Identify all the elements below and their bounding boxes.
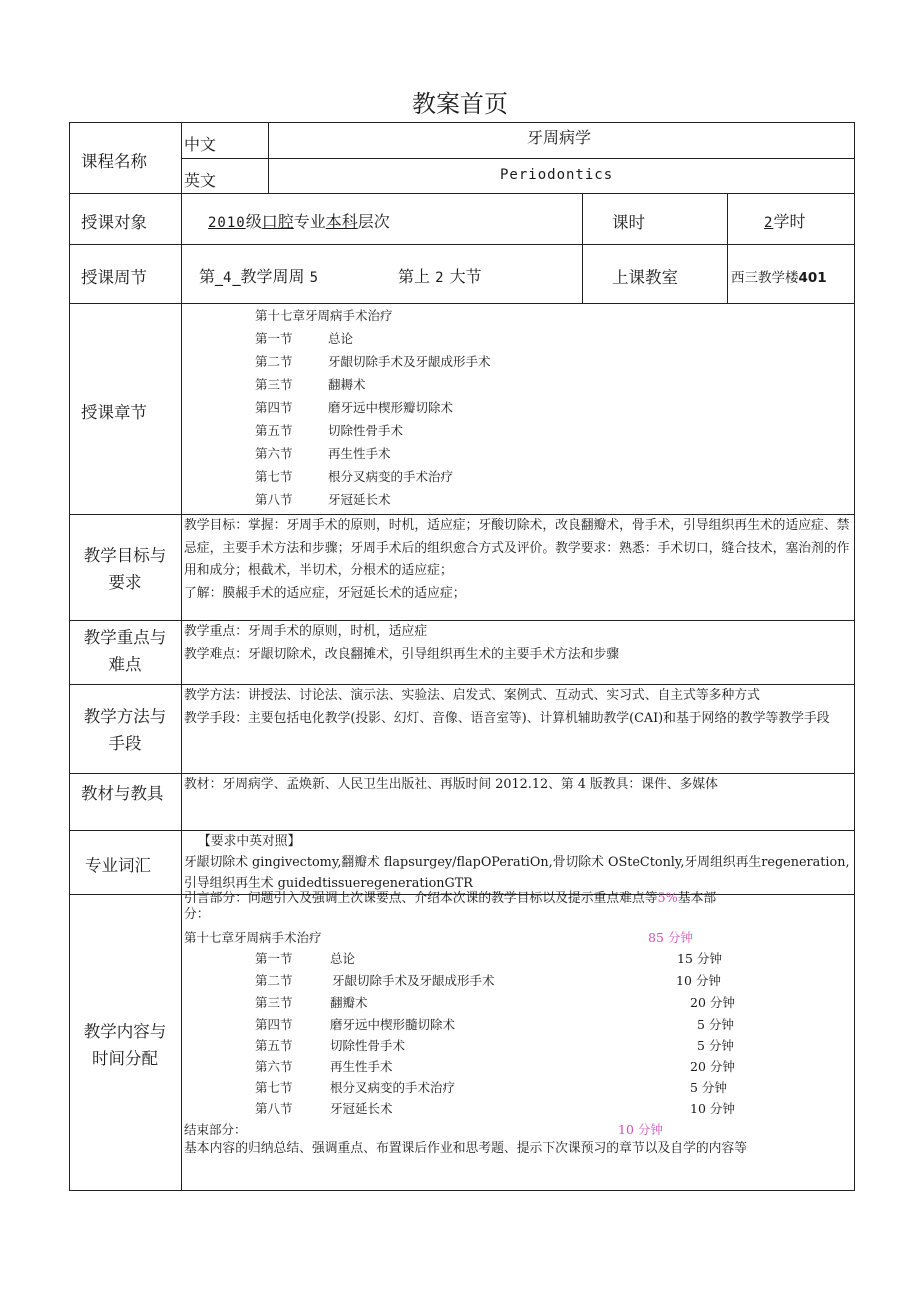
schedule-name: 根分叉病变的手术治疗 <box>330 1080 456 1095</box>
vocab-header: 【要求中英对照】 <box>198 834 301 849</box>
col-divider <box>181 122 182 1191</box>
target-degree: 本科 <box>325 212 358 231</box>
chapter-num: 第六节 <box>255 446 293 461</box>
period-suffix: 大节 <box>449 267 482 286</box>
schedule-name: 再生性手术 <box>330 1059 393 1074</box>
intro-text: 引言部分：问题引入及强调上次课要点、介绍本次课的教学目标以及提示重点难点等 <box>184 891 658 906</box>
content-end-label: 结束部分： <box>184 1122 247 1137</box>
goals-label-line2: 要求 <box>108 573 142 592</box>
chapter-name: 切除性骨手术 <box>328 423 404 438</box>
chapter-name: 根分叉病变的手术治疗 <box>328 469 454 484</box>
key-label-line1: 教学重点与 <box>83 628 167 647</box>
period-prefix: 第上 <box>398 267 431 286</box>
schedule-num: 第一节 <box>255 951 293 966</box>
key-label <box>69 624 181 678</box>
room-building: 西三教学楼 <box>731 270 799 286</box>
schedule-name: 牙冠延长术 <box>330 1101 393 1116</box>
chapter-num: 第五节 <box>255 423 293 438</box>
schedule-time: 10 分钟 <box>690 1101 735 1116</box>
hours-number: 2 <box>764 215 774 231</box>
goals-text-main: 教学目标：掌握：牙周手术的原则，时机，适应症；牙酸切除术，改良翻瓣术，骨手术，引导组织再生术的适应症、禁忌症，主要手术方法和步骤；牙周手术后的组织愈合方式及评价。教学要求：熟悉：手术切口，缝合技术，塞治剂的作用和成分；根截术，半切术，分根术的适应症； <box>184 518 850 578</box>
target-level: 级 <box>245 212 262 231</box>
period-value <box>398 264 482 287</box>
content-end-time: 10 分钟 <box>618 1122 663 1137</box>
hours-value <box>764 209 805 232</box>
target-degree-suffix: 层次 <box>357 212 390 231</box>
content-summary: 基本内容的归纳总结、强调重点、布置课后作业和思考题、提示下次课预习的章节以及自学的内容等 <box>184 1141 748 1156</box>
key-label-line2: 难点 <box>108 655 142 674</box>
chapter-name: 牙冠延长术 <box>328 492 391 507</box>
content-chapter-time: 85 分钟 <box>648 930 693 945</box>
row-divider <box>69 244 855 245</box>
vocab-label: 专业词汇 <box>85 856 151 875</box>
schedule-name: 磨牙远中楔形髓切除术 <box>330 1017 456 1032</box>
goals-label-line1: 教学目标与 <box>83 546 167 565</box>
schedule-time: 5 分钟 <box>690 1080 727 1095</box>
course-cn-label: 中文 <box>184 135 217 154</box>
schedule-name: 总论 <box>330 951 356 966</box>
row-divider <box>69 193 855 194</box>
target-major: 口腔 <box>261 212 294 231</box>
schedule-name: 牙龈切除手术及牙龈成形手术 <box>332 973 495 988</box>
vocab-terms: 牙龈切除术 gingivectomy,翻瓣术 flapsurgey/flapOPeratiOn,骨切除术 OSteCtonly,牙周组织再生regeneration,引导组织再生术 guidedtissueregenerationGTR <box>184 855 850 891</box>
chapter-num: 第八节 <box>255 492 293 507</box>
methods-label-line1: 教学方法与 <box>83 707 167 726</box>
goals-text-understand: 了解：膜赧手术的适应症，牙冠延长术的适应症； <box>184 585 466 601</box>
row-divider <box>69 303 855 304</box>
goals-label <box>69 542 181 596</box>
week-number: 4 <box>223 270 233 286</box>
schedule-time: 15 分钟 <box>677 951 722 966</box>
materials-text: 教材：牙周病学、孟焕新、人民卫生出版社、再版时间 2012.12、第 4 版教具：课件、多媒体 <box>184 777 718 792</box>
key-text <box>184 621 852 666</box>
course-name-label: 课程名称 <box>81 152 147 171</box>
key-point: 教学重点：牙周手术的原则，时机，适应症 <box>184 624 428 639</box>
col-divider <box>268 122 269 193</box>
period-number: 2 <box>435 270 445 286</box>
schedule-time: 10 分钟 <box>676 973 721 988</box>
methods-label-line2: 手段 <box>108 734 142 753</box>
materials-label: 教材与教具 <box>81 784 164 803</box>
col-divider <box>727 193 728 303</box>
chapter-num: 第一节 <box>255 331 293 346</box>
week-text: 教学周周 <box>240 267 305 286</box>
chapters-label: 授课章节 <box>81 403 147 422</box>
content-intro <box>184 891 834 923</box>
week-label: 授课周节 <box>81 268 147 287</box>
chapter-num: 第二节 <box>255 354 293 369</box>
week-prefix: 第 <box>199 267 216 286</box>
course-cn-value: 牙周病学 <box>527 128 592 147</box>
content-label <box>69 1018 181 1072</box>
content-chapter: 第十七章牙周病手术治疗 <box>184 930 322 945</box>
intro-percent: 5% <box>657 891 678 906</box>
schedule-num: 第四节 <box>255 1017 293 1032</box>
schedule-name: 切除性骨手术 <box>330 1038 406 1053</box>
page-title: 教案首页 <box>412 90 508 118</box>
week-day: 5 <box>309 270 319 286</box>
methods-means: 教学手段：主要包括电化教学(投影、幻灯、音像、语音室等)、计算机辅助教学(CAI)和基于网络的教学等教学手段 <box>184 710 830 726</box>
course-en-label: 英文 <box>184 171 217 190</box>
methods-label <box>69 703 181 757</box>
chapter-name: 磨牙远中楔形瓣切除术 <box>328 400 454 415</box>
schedule-time: 5 分钟 <box>697 1017 734 1032</box>
goals-text <box>184 515 852 605</box>
schedule-num: 第六节 <box>255 1059 293 1074</box>
chapter-num: 第三节 <box>255 377 293 392</box>
row-divider <box>181 158 855 159</box>
room-value <box>731 266 827 286</box>
target-value <box>208 209 390 232</box>
schedule-time: 20 分钟 <box>690 995 735 1010</box>
schedule-num: 第二节 <box>255 973 293 988</box>
col-divider <box>582 193 583 303</box>
content-label-line1: 教学内容与 <box>83 1022 167 1041</box>
chapter-name: 牙龈切除手术及牙龈成形手术 <box>328 354 491 369</box>
methods-approach: 教学方法：讲授法、讨论法、演示法、实验法、启发式、案例式、互动式、实习式、自主式等多种方式 <box>184 688 760 703</box>
intro-basic: 基本部 <box>677 891 717 906</box>
methods-text <box>184 685 852 730</box>
room-number: 401 <box>798 270 827 286</box>
room-label: 上课教室 <box>612 268 678 287</box>
week-value: 第_4_教学周周 5 <box>199 267 319 286</box>
key-difficulty: 教学难点：牙龈切除术，改良翻摊术，引导组织再生术的主要手术方法和步骤 <box>184 646 620 662</box>
hours-unit: 学时 <box>773 212 806 231</box>
target-major-suffix: 专业 <box>293 212 326 231</box>
target-label: 授课对象 <box>81 213 147 232</box>
schedule-num: 第八节 <box>255 1101 293 1116</box>
course-en-value: Periodontics <box>500 167 614 183</box>
intro-part: 分： <box>184 907 210 922</box>
schedule-time: 20 分钟 <box>690 1059 735 1074</box>
schedule-name: 翻瓣术 <box>330 995 368 1010</box>
chapter-item <box>255 329 293 347</box>
chapter-num: 第四节 <box>255 400 293 415</box>
schedule-num: 第五节 <box>255 1038 293 1053</box>
hours-label: 课时 <box>612 213 645 232</box>
schedule-time: 5 分钟 <box>697 1038 734 1053</box>
chapter-name: 翻耨术 <box>328 377 366 392</box>
chapters-title: 第十七章牙周病手术治疗 <box>255 308 393 323</box>
chapter-num: 第七节 <box>255 469 293 484</box>
target-year: 2010 <box>208 215 246 231</box>
content-label-line2: 时间分配 <box>92 1049 158 1068</box>
schedule-num: 第三节 <box>255 995 293 1010</box>
chapter-name: 总论 <box>328 331 354 346</box>
chapter-name: 再生性手术 <box>328 446 391 461</box>
schedule-num: 第七节 <box>255 1080 293 1095</box>
vocab-text <box>184 831 852 894</box>
